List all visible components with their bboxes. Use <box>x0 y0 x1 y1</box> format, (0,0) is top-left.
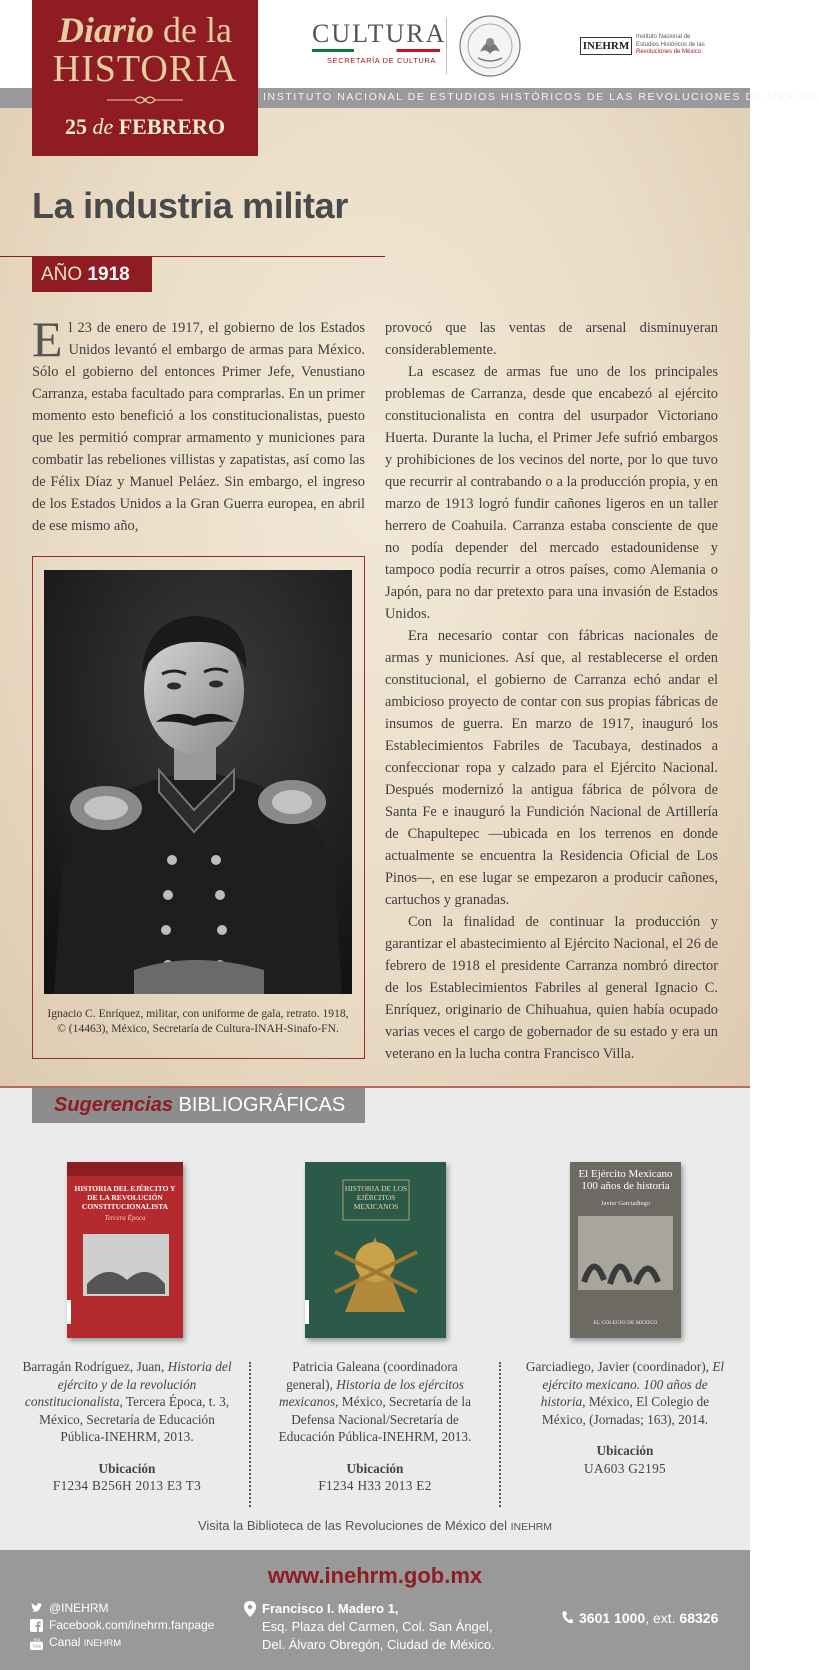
ref3-title: El ejército mexicano. 100 años de historia <box>540 1359 725 1409</box>
svg-text:You: You <box>32 1636 41 1642</box>
youtube-channel <box>49 1634 121 1652</box>
paragraph-1 <box>32 311 365 537</box>
visit-text: Visita la Biblioteca de las Revoluciones de México del <box>197 1518 511 1533</box>
book-reference-2 <box>270 1358 480 1495</box>
portrait-image <box>44 570 352 994</box>
phone-ext: 68326 <box>679 1610 719 1626</box>
badge-title-line2: HISTORIA <box>52 48 238 90</box>
ref2-title: Historia de los ejércitos mexicanos <box>279 1376 464 1409</box>
address-line-2: Esq. Plaza del Carmen, Col. San Ángel, <box>262 1619 493 1634</box>
book-cover-3-author: Javier Garciadiego <box>601 1200 650 1207</box>
ref2-ubicacion: F1234 H33 2013 E2 <box>318 1478 432 1493</box>
youtube-icon <box>30 1637 43 1650</box>
book-cover-3[interactable] <box>570 1162 681 1338</box>
twitter-link[interactable] <box>30 1600 214 1617</box>
suggestions-label <box>32 1088 365 1123</box>
inehrm-logo-line1: Instituto Nacional de <box>636 34 691 40</box>
youtube-link[interactable] <box>30 1634 214 1652</box>
cultura-logo-sub: SECRETARÍA DE CULTURA <box>327 56 437 65</box>
inehrm-logo-line2: Estudios Históricos de las <box>636 41 705 48</box>
youtube-channel-name: INEHRM <box>83 1638 122 1649</box>
book-cover-2[interactable] <box>305 1162 446 1338</box>
ornament-icon <box>105 93 185 107</box>
badge-date-day: 25 <box>64 114 93 139</box>
mexico-seal-icon <box>458 14 522 78</box>
ref3-ubicacion-label: Ubicación <box>596 1443 654 1458</box>
cultura-logo-word: CULTURA <box>312 19 447 48</box>
twitter-handle: @INEHRM <box>49 1601 109 1615</box>
year-value: 1918 <box>87 264 130 285</box>
article-title: La industria militar <box>32 185 349 226</box>
book-cover-3-title: El Ejército Mexicano 100 años de historia <box>578 1168 673 1192</box>
badge-date-de: de <box>92 114 114 139</box>
photo-frame <box>32 556 365 1059</box>
institute-band-text: INSTITUTO NACIONAL DE ESTUDIOS HISTÓRICOS DE LAS REVOLUCIONES DE MÉXICO <box>263 91 819 103</box>
ref1-ubicacion: F1234 B256H 2013 E3 T3 <box>52 1478 202 1493</box>
badge-title-line1 <box>32 10 258 50</box>
suggestions-label-italic: Sugerencias <box>54 1094 173 1116</box>
article-column-left <box>32 311 365 537</box>
website-link[interactable]: www.inehrm.gob.mx <box>267 1563 483 1588</box>
inehrm-logo-box: INEHRM <box>580 37 632 55</box>
badge-de-la: de la <box>154 10 232 50</box>
twitter-icon <box>30 1602 43 1615</box>
article-column-right <box>385 317 718 1065</box>
badge-diario: Diario <box>58 10 155 50</box>
inehrm-logo-text <box>636 34 736 57</box>
ref2-post: , México, Secretaría de la Defensa Nacional/Secretaría de Educación Pública-INEHRM, 2013. <box>278 1394 472 1444</box>
facebook-link[interactable] <box>30 1617 214 1634</box>
svg-text:Tube: Tube <box>31 1643 42 1649</box>
ref2-pre: Patricia Galeana (coordinadora general), <box>286 1359 458 1392</box>
book-cover-3-publisher: EL COLEGIO DE MÉXICO <box>593 1320 658 1326</box>
ref3-ubicacion: UA603 G2195 <box>584 1460 666 1476</box>
address-lines <box>244 1600 495 1654</box>
address-street: Francisco I. Madero 1, <box>262 1601 399 1616</box>
visit-inehrm: INEHRM <box>510 1521 553 1533</box>
photo-caption: Ignacio C. Enríquez, militar, con uniforme de gala, retrato. 1918, © (14463), México, Secretaría de Cultura-INAH-Sinafo-FN. <box>47 1007 349 1035</box>
paragraph-1-continued: provocó que las ventas de arsenal disminuyeran considerablemente. <box>385 320 718 358</box>
facebook-url: Facebook.com/inehrm.fanpage <box>49 1618 215 1632</box>
portrait-photo <box>44 570 352 994</box>
phone-contact[interactable] <box>562 1610 718 1626</box>
badge-date <box>32 114 258 140</box>
paragraph-3: Era necesario contar con fábricas nacionales de armas y municiones. Así que, al restablecerse el orden constitucional, el gobierno de Carranza echó andar el ambicioso proyecto de contar con sus propias fábricas de insumos de guerra. En marzo de 1917, inauguró los Establecimientos Fabriles de Tacubaya, destinados a confeccionar ropa y calzado para el Ejército Nacional. Después modernizó la antigua fábrica de pólvora de Santa Fe e inauguró la Fundición Nacional de Artillería de Chapultepec —ubicada en los terrenos en donde actualmente se encuentra la Residencia Oficial de Los Pinos—, en ese lugar se empezaron a producir cañones, cartuchos y granadas. <box>385 628 718 908</box>
paragraph-4: Con la finalidad de continuar la producción y garantizar el abastecimiento al Ejército Nacional, el 26 de febrero de 1918 el presidente Carranza nombró director de los Establecimientos Fabriles al general Ignacio C. Enríquez, originario de Chihuahua, quien había ocupado varias veces el cargo de gobernador de su estado y era un veterano en la lucha contra Francisco Villa. <box>385 914 718 1062</box>
phone-number: 3601 1000 <box>579 1610 646 1626</box>
address-line-3: Del. Álvaro Obregón, Ciudad de México. <box>262 1637 495 1652</box>
book-reference-3-citation <box>520 1358 730 1428</box>
badge-date-month: FEBRERO <box>113 114 226 139</box>
book-reference-3 <box>520 1358 730 1477</box>
ref3-pre: Garciadiego, Javier (coordinador), <box>525 1359 713 1374</box>
book-cover-1-title: HISTORIA DEL EJÉRCITO Y DE LA REVOLUCIÓN CONSTITUCIONALISTA <box>74 1184 176 1211</box>
dotted-divider-2 <box>499 1362 501 1507</box>
location-pin-icon <box>244 1601 256 1617</box>
paragraph-1-text: l 23 de enero de 1917, el gobierno de los Estados Unidos levantó el embargo de armas para México. Sólo el gobierno del entonces Primer Jefe, Venustiano Carranza, estaba facultado para comprarlas. En un primer momento esto benefició a los constitucionalistas, puesto que les permitió comprar armamento y municiones para combatir las rebeliones villistas y zapatistas, así como las de Félix Díaz y Manuel Peláez. Sin embargo, el ingreso de los Estados Unidos a la Gran Guerra europea, en abril de ese mismo año, <box>32 320 365 534</box>
ref2-ubicacion-label: Ubicación <box>346 1460 404 1476</box>
year-tag <box>32 257 152 292</box>
ref1-title: Historia del ejército y de la revolución constitucionalista <box>24 1359 232 1409</box>
suggestions-label-rest: BIBLIOGRÁFICAS <box>172 1094 346 1116</box>
book-reference-1 <box>22 1358 232 1495</box>
visit-library-text <box>0 1518 750 1533</box>
phone-ext-label: , ext. <box>645 1610 680 1626</box>
ref3-post: , México, El Colegio de México, (Jornadas; 163), 2014. <box>541 1394 710 1427</box>
cultura-logo-stripe <box>312 49 440 52</box>
dropcap: E <box>32 311 63 367</box>
inehrm-logo[interactable] <box>580 34 740 60</box>
cultura-logo[interactable] <box>312 19 447 65</box>
ref1-ubicacion-label: Ubicación <box>98 1460 156 1476</box>
social-links <box>30 1600 214 1652</box>
youtube-channel-pre: Canal <box>49 1635 84 1649</box>
diario-badge <box>32 0 258 156</box>
book-reference-2-citation <box>270 1358 480 1446</box>
year-prefix: AÑO <box>41 264 88 285</box>
logo-divider <box>446 18 447 74</box>
ref1-pre: Barragán Rodríguez, Juan, <box>22 1359 168 1374</box>
book-cover-1-sub: Tercera Época <box>104 1214 146 1222</box>
dotted-divider-1 <box>249 1362 251 1507</box>
book-cover-2-title: HISTORIA DE LOS EJÉRCITOS MEXICANOS <box>344 1184 408 1211</box>
book-cover-1[interactable] <box>67 1162 183 1338</box>
ref1-post: , Tercera Época, t. 3, México, Secretaría de Educación Pública-INEHRM, 2013. <box>39 1394 230 1444</box>
facebook-icon <box>30 1619 43 1632</box>
paragraph-2: La escasez de armas fue uno de los principales problemas de Carranza, desde que encabezó al ejército constitucionalista en contra del usurpador Victoriano Huerta. Durante la lucha, el Primer Jefe sufrió embargos y prohibiciones de los vecinos del norte, por lo que tuvo que recurrir al contrabando o a la producción propia, y en marzo de 1913 logró fundir cañones ligeros en un taller herrero de Coahuila. Carranza estaba consciente de que no podía depender del mercado estadounidense y tampoco podía recurrir a otros países, como Alemania o Japón, para no dar pretexto para una invasión de Estados Unidos. <box>385 364 718 622</box>
book-reference-1-citation <box>22 1358 232 1446</box>
phone-icon <box>562 1611 573 1624</box>
inehrm-logo-line3: Revoluciones de México <box>636 49 702 55</box>
address <box>244 1600 495 1654</box>
